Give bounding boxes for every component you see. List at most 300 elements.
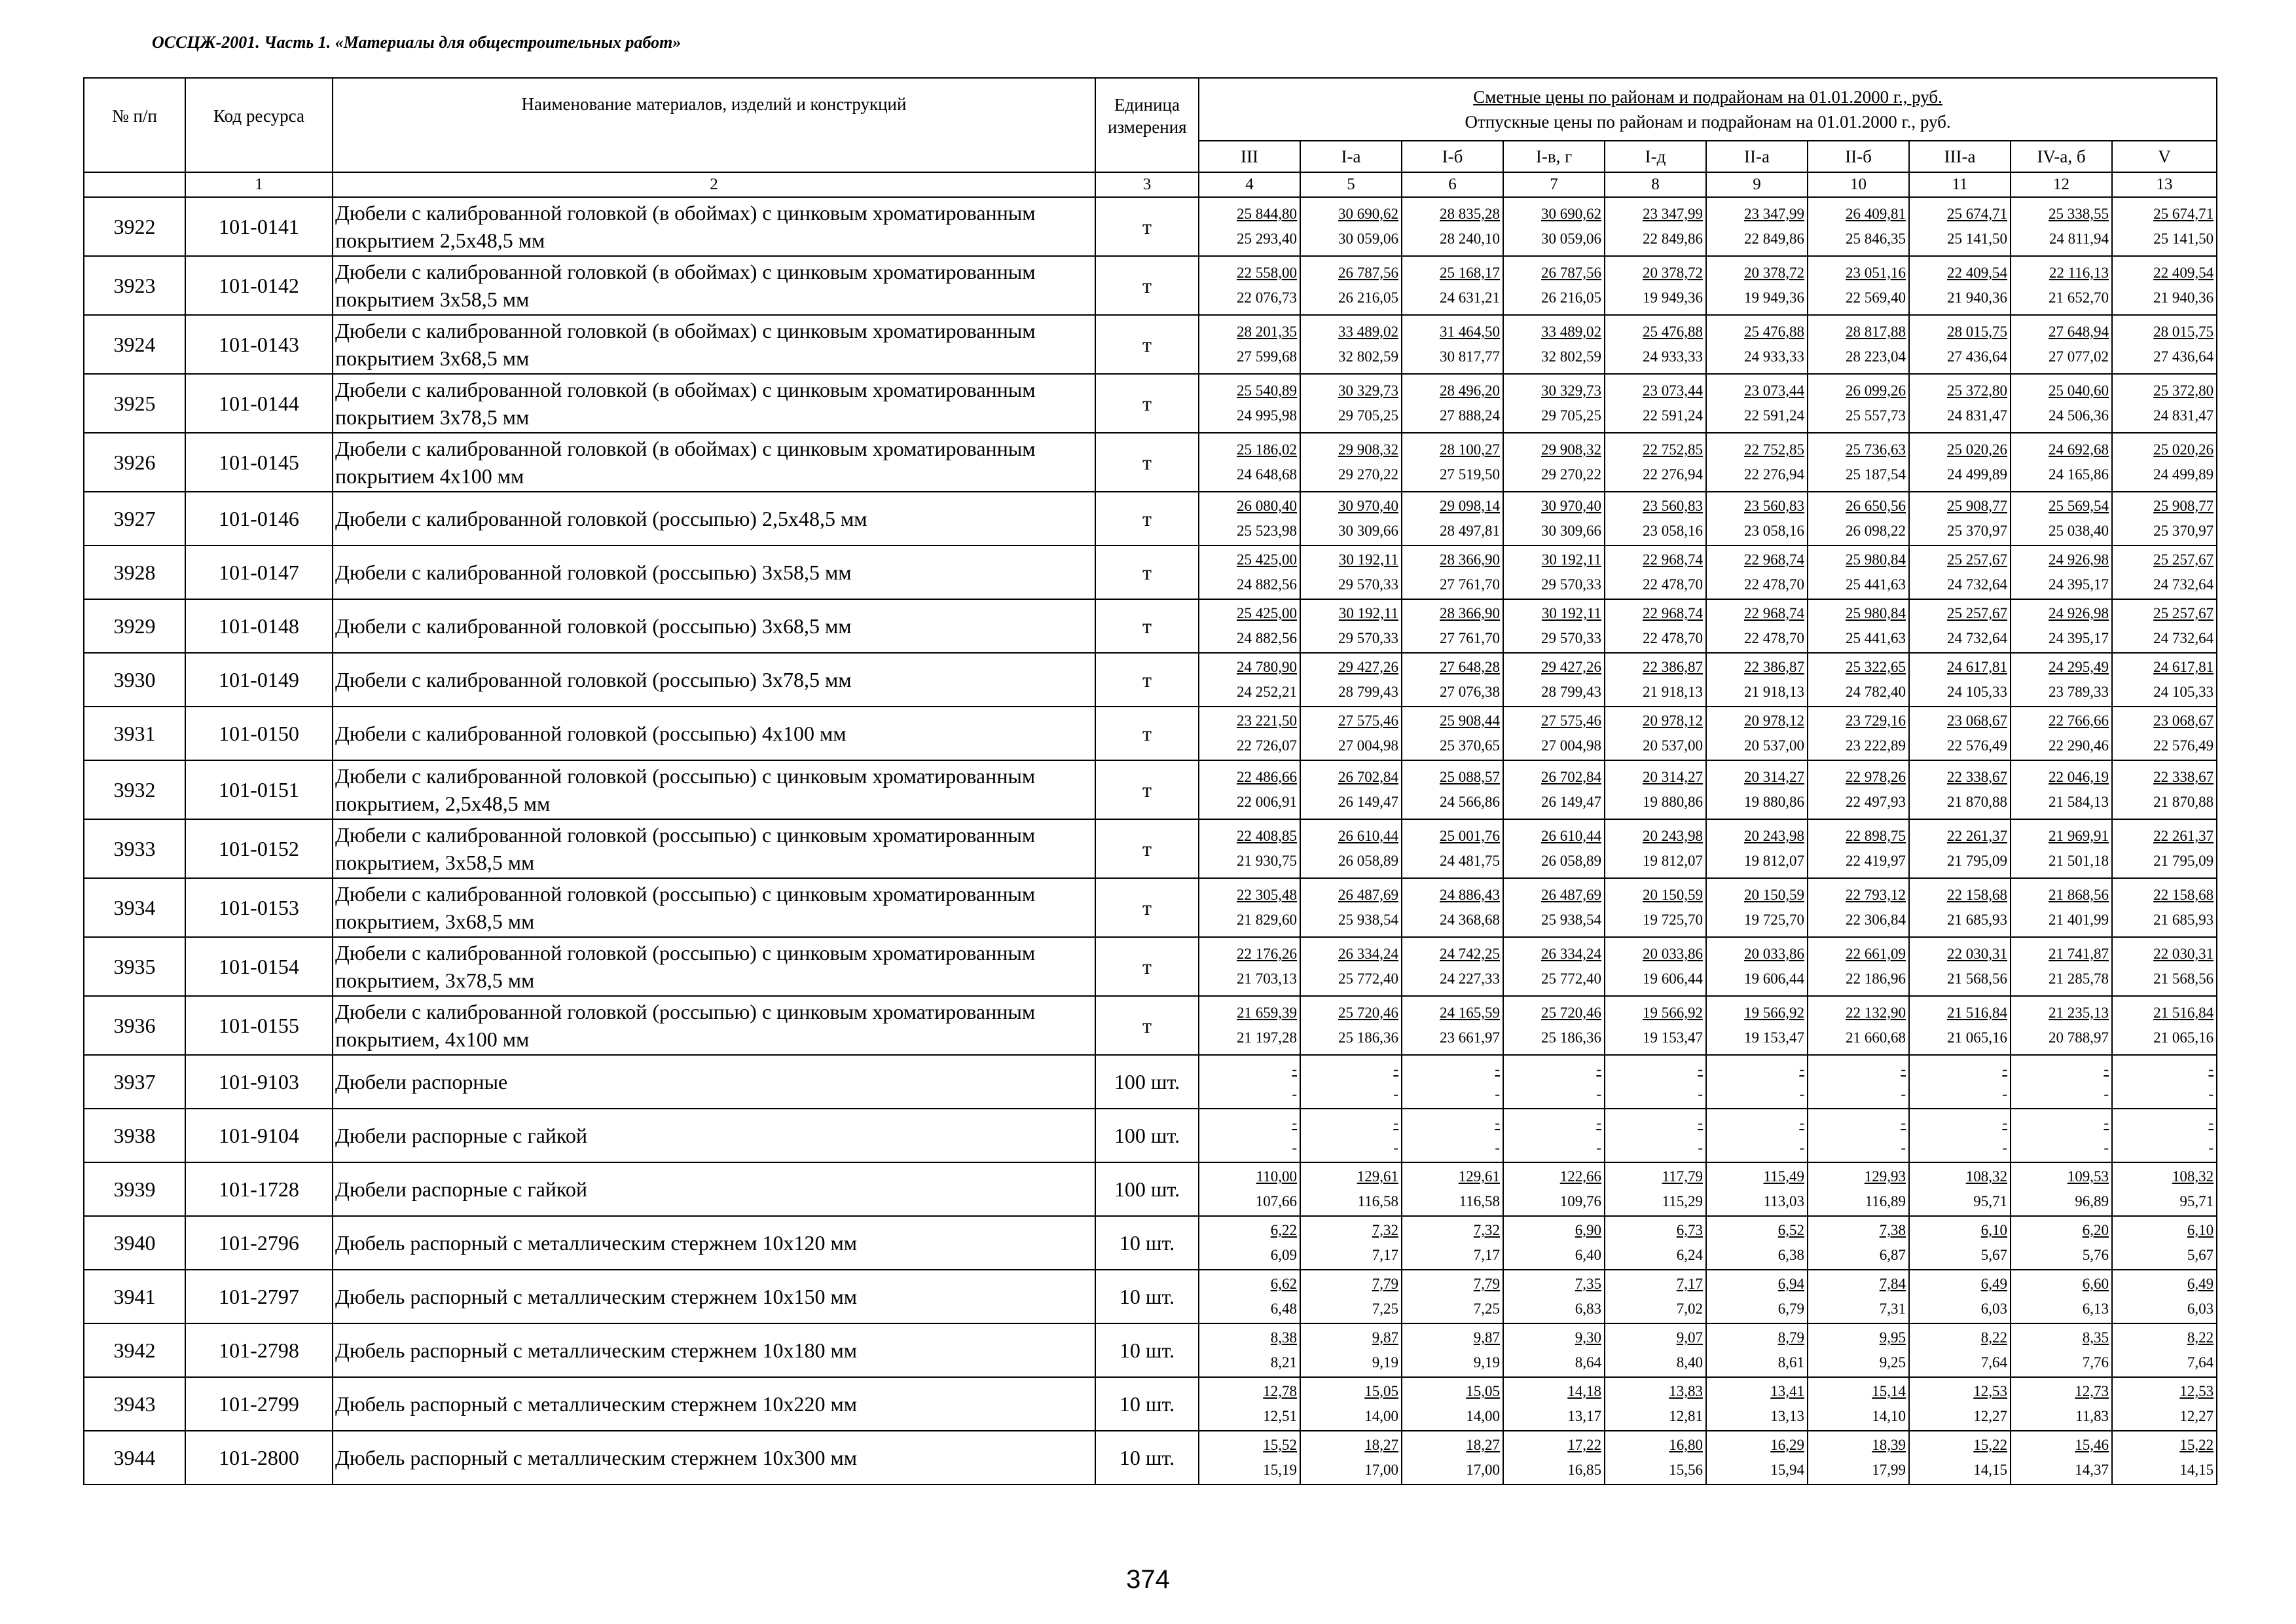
unit-of-measure: 100 шт. <box>1095 1109 1199 1162</box>
resource-code: 101-2796 <box>185 1216 333 1270</box>
estimated-price: 23 073,44 <box>1744 382 1804 399</box>
price-cell <box>1605 1431 1706 1485</box>
resource-code: 101-0142 <box>185 256 333 315</box>
release-price: 24 811,94 <box>2049 231 2109 247</box>
price-cell <box>1199 197 1300 256</box>
release-price: - <box>1799 1139 1804 1156</box>
material-name: Дюбель распорный с металлическим стержнем 10х180 мм <box>333 1323 1095 1377</box>
estimated-price: 23 221,50 <box>1237 712 1297 729</box>
release-price: 21 197,28 <box>1237 1029 1297 1046</box>
release-price: 109,76 <box>1559 1193 1601 1209</box>
estimated-price: 28 835,28 <box>1440 206 1500 222</box>
price-cell <box>1909 315 2011 374</box>
price-cell <box>1605 599 1706 653</box>
release-price: 6,83 <box>1575 1301 1601 1317</box>
header-region: I-д <box>1605 141 1706 172</box>
release-price: 26 149,47 <box>1338 794 1398 810</box>
estimated-price: 30 690,62 <box>1338 206 1398 222</box>
estimated-price: 22 386,87 <box>1744 659 1804 675</box>
price-cell <box>1402 1323 1503 1377</box>
release-price: 115,29 <box>1662 1193 1703 1209</box>
estimated-price: 21 516,84 <box>1947 1005 2007 1021</box>
estimated-price: - <box>2104 1061 2109 1077</box>
material-name: Дюбели с калиброванной головкой (россыпью) с цинковым хроматированным покрытием, 3х78,5 мм <box>333 937 1095 996</box>
price-cell <box>1402 1377 1503 1431</box>
estimated-price: 16,80 <box>1669 1437 1703 1453</box>
estimated-price: 22 968,74 <box>1643 605 1703 621</box>
estimated-price: - <box>1901 1061 1906 1077</box>
price-cell <box>1300 937 1402 996</box>
release-price: - <box>1393 1139 1398 1156</box>
resource-code: 101-2799 <box>185 1377 333 1431</box>
release-price: 7,02 <box>1676 1301 1703 1317</box>
release-price: 30 309,66 <box>1541 523 1601 539</box>
release-price: 24 252,21 <box>1237 684 1297 700</box>
table-row <box>84 653 2217 707</box>
release-price: 14,00 <box>1364 1408 1398 1424</box>
price-cell <box>1402 1216 1503 1270</box>
release-price: 24 165,86 <box>2049 466 2109 483</box>
material-name: Дюбели с калиброванной головкой (в обоймах) с цинковым хроматированным покрытием 3х78,5 мм <box>333 374 1095 433</box>
price-cell <box>1503 545 1605 599</box>
price-cell <box>1503 1270 1605 1323</box>
estimated-price: 22 261,37 <box>1947 828 2007 844</box>
estimated-price: - <box>1596 1061 1601 1077</box>
price-cell <box>1808 937 1909 996</box>
estimated-price: 22 968,74 <box>1744 605 1804 621</box>
release-price: 21 065,16 <box>1947 1029 2007 1046</box>
release-price: - <box>1901 1086 1906 1102</box>
release-price: 25 370,97 <box>1947 523 2007 539</box>
price-cell <box>2112 315 2217 374</box>
release-price: 19 880,86 <box>1643 794 1703 810</box>
release-price: 24 732,64 <box>2153 576 2214 593</box>
release-price: 9,19 <box>1473 1354 1500 1371</box>
price-cell <box>1605 760 1706 819</box>
release-price: 24 732,64 <box>1947 630 2007 646</box>
material-name: Дюбели с калиброванной головкой (россыпью) 4х100 мм <box>333 707 1095 760</box>
price-cell <box>1503 1109 1605 1162</box>
row-number: 3926 <box>84 433 185 492</box>
estimated-price: 6,22 <box>1270 1222 1297 1238</box>
release-price: 19 725,70 <box>1744 912 1804 928</box>
price-cell <box>1706 937 1808 996</box>
material-name: Дюбели с калиброванной головкой (в обоймах) с цинковым хроматированным покрытием 2,5х48,5 мм <box>333 197 1095 256</box>
estimated-price: 23 068,67 <box>1947 712 2007 729</box>
table-row <box>84 707 2217 760</box>
estimated-price: - <box>1292 1115 1297 1131</box>
release-price: 29 570,33 <box>1338 630 1398 646</box>
release-price: 24 831,47 <box>2153 407 2214 424</box>
price-cell <box>1300 256 1402 315</box>
price-cell <box>2112 256 2217 315</box>
release-price: 8,40 <box>1676 1354 1703 1371</box>
estimated-price: 22 978,26 <box>1846 769 1906 785</box>
estimated-price: 27 648,94 <box>2049 323 2109 340</box>
resource-code: 101-0150 <box>185 707 333 760</box>
column-number: 5 <box>1300 172 1402 197</box>
resource-code: 101-1728 <box>185 1162 333 1216</box>
release-price: 22 186,96 <box>1846 970 1906 987</box>
material-name: Дюбель распорный с металлическим стержнем 10х120 мм <box>333 1216 1095 1270</box>
estimated-price: 8,22 <box>2187 1329 2214 1346</box>
release-price: 5,67 <box>1980 1247 2007 1263</box>
estimated-price: 6,73 <box>1676 1222 1703 1238</box>
estimated-price: 22 793,12 <box>1846 887 1906 903</box>
price-cell <box>1402 819 1503 878</box>
price-cell <box>2011 1377 2112 1431</box>
estimated-price: 24 780,90 <box>1237 659 1297 675</box>
price-cell <box>1300 819 1402 878</box>
estimated-price: 6,62 <box>1270 1276 1297 1292</box>
estimated-price: 129,61 <box>1357 1168 1398 1185</box>
estimated-price: 25 476,88 <box>1744 323 1804 340</box>
price-cell <box>1300 1323 1402 1377</box>
release-price: 26 098,22 <box>1846 523 1906 539</box>
estimated-price: 20 243,98 <box>1643 828 1703 844</box>
release-price: 20 788,97 <box>2049 1029 2109 1046</box>
unit-of-measure: т <box>1095 256 1199 315</box>
price-cell <box>1808 374 1909 433</box>
unit-of-measure: т <box>1095 707 1199 760</box>
estimated-price: 26 610,44 <box>1541 828 1601 844</box>
price-cell <box>1808 1162 1909 1216</box>
release-price: 24 506,36 <box>2049 407 2109 424</box>
estimated-price: 25 372,80 <box>2153 382 2214 399</box>
price-cell <box>2112 1162 2217 1216</box>
price-cell <box>1503 878 1605 937</box>
estimated-price: 12,53 <box>2179 1383 2214 1399</box>
release-price: 29 570,33 <box>1338 576 1398 593</box>
release-price: 27 519,50 <box>1440 466 1500 483</box>
header-region: I-а <box>1300 141 1402 172</box>
price-cell <box>1402 315 1503 374</box>
estimated-price: - <box>1495 1115 1500 1131</box>
release-price: 21 065,16 <box>2153 1029 2214 1046</box>
estimated-price: 108,32 <box>2172 1168 2214 1185</box>
estimated-price: 26 487,69 <box>1338 887 1398 903</box>
price-cell <box>1402 374 1503 433</box>
price-cell <box>1909 197 2011 256</box>
price-cell <box>1300 599 1402 653</box>
release-price: 23 789,33 <box>2049 684 2109 700</box>
release-price: 21 584,13 <box>2049 794 2109 810</box>
price-cell <box>1605 545 1706 599</box>
resource-code: 101-0152 <box>185 819 333 878</box>
price-cell <box>1199 819 1300 878</box>
table-row <box>84 197 2217 256</box>
estimated-price: 25 257,67 <box>1947 551 2007 568</box>
price-cell <box>1402 707 1503 760</box>
release-price: 21 652,70 <box>2049 289 2109 306</box>
estimated-price: 23 347,99 <box>1744 206 1804 222</box>
estimated-price: 26 702,84 <box>1338 769 1398 785</box>
price-cell <box>1402 545 1503 599</box>
estimated-price: - <box>2208 1115 2214 1131</box>
price-cell <box>1300 760 1402 819</box>
release-price: 22 569,40 <box>1846 289 1906 306</box>
table-row <box>84 545 2217 599</box>
release-price: 28 799,43 <box>1541 684 1601 700</box>
table-row <box>84 996 2217 1055</box>
estimated-price: 18,27 <box>1466 1437 1500 1453</box>
header-code: Код ресурса <box>185 78 333 172</box>
unit-of-measure: т <box>1095 996 1199 1055</box>
release-price: 22 290,46 <box>2049 737 2109 754</box>
release-price: 19 949,36 <box>1643 289 1703 306</box>
estimated-price: 25 001,76 <box>1440 828 1500 844</box>
column-number: 10 <box>1808 172 1909 197</box>
row-number: 3939 <box>84 1162 185 1216</box>
estimated-price: 22 968,74 <box>1643 551 1703 568</box>
estimated-price: - <box>1698 1115 1703 1131</box>
price-cell <box>1300 315 1402 374</box>
estimated-price: 25 168,17 <box>1440 265 1500 281</box>
price-cell <box>1808 1270 1909 1323</box>
release-price: 15,19 <box>1263 1462 1297 1478</box>
release-price: 24 933,33 <box>1744 348 1804 365</box>
table-row <box>84 937 2217 996</box>
estimated-price: - <box>2104 1115 2109 1131</box>
release-price: 21 401,99 <box>2049 912 2109 928</box>
row-number: 3927 <box>84 492 185 545</box>
estimated-price: - <box>1799 1061 1804 1077</box>
release-price: 22 849,86 <box>1744 231 1804 247</box>
column-number: 4 <box>1199 172 1300 197</box>
release-price: 21 930,75 <box>1237 853 1297 869</box>
price-cell <box>1909 1323 2011 1377</box>
estimated-price: 28 496,20 <box>1440 382 1500 399</box>
estimated-price: 23 073,44 <box>1643 382 1703 399</box>
price-cell <box>1706 374 1808 433</box>
release-price: - <box>1393 1086 1398 1102</box>
release-price: 21 501,18 <box>2049 853 2109 869</box>
estimated-price: 28 201,35 <box>1237 323 1297 340</box>
release-price: 22 576,49 <box>1947 737 2007 754</box>
table-row <box>84 433 2217 492</box>
price-cell <box>1706 197 1808 256</box>
release-price: 25 441,63 <box>1846 576 1906 593</box>
unit-of-measure: 10 шт. <box>1095 1377 1199 1431</box>
release-price: - <box>2002 1086 2007 1102</box>
release-price: 23 222,89 <box>1846 737 1906 754</box>
price-cell <box>1300 374 1402 433</box>
estimated-price: 22 752,85 <box>1643 441 1703 458</box>
price-cell <box>2011 492 2112 545</box>
price-cell <box>1300 545 1402 599</box>
price-cell <box>2112 599 2217 653</box>
header-region: I-б <box>1402 141 1503 172</box>
release-price: 28 240,10 <box>1440 231 1500 247</box>
price-cell <box>2112 545 2217 599</box>
release-price: 19 153,47 <box>1643 1029 1703 1046</box>
release-price: 19 812,07 <box>1643 853 1703 869</box>
release-price: - <box>1596 1139 1601 1156</box>
price-cell <box>1605 1270 1706 1323</box>
material-name: Дюбели распорные с гайкой <box>333 1162 1095 1216</box>
estimated-price: 20 033,86 <box>1744 946 1804 962</box>
estimated-price: 23 560,83 <box>1744 498 1804 514</box>
estimated-price: 29 908,32 <box>1338 441 1398 458</box>
release-price: 25 187,54 <box>1846 466 1906 483</box>
release-price: - <box>2002 1139 2007 1156</box>
price-cell <box>1199 492 1300 545</box>
estimated-price: 8,35 <box>2082 1329 2109 1346</box>
price-cell <box>2011 256 2112 315</box>
release-price: 6,79 <box>1777 1301 1804 1317</box>
release-price: 19 606,44 <box>1643 970 1703 987</box>
estimated-price: 15,05 <box>1466 1383 1500 1399</box>
release-price: 21 660,68 <box>1846 1029 1906 1046</box>
row-number: 3933 <box>84 819 185 878</box>
price-cell <box>1503 599 1605 653</box>
column-number-empty <box>84 172 185 197</box>
estimated-price: 7,38 <box>1879 1222 1906 1238</box>
price-cell <box>1503 374 1605 433</box>
price-cell <box>2112 819 2217 878</box>
estimated-price: 6,60 <box>2082 1276 2109 1292</box>
estimated-price: 25 720,46 <box>1338 1005 1398 1021</box>
estimated-price: 30 192,11 <box>1541 551 1601 568</box>
estimated-price: 28 015,75 <box>1947 323 2007 340</box>
estimated-price: 30 192,11 <box>1541 605 1601 621</box>
estimated-price: 20 978,12 <box>1744 712 1804 729</box>
release-price: 24 105,33 <box>2153 684 2214 700</box>
price-cell <box>1808 1055 1909 1109</box>
price-cell <box>1706 653 1808 707</box>
price-cell <box>1706 599 1808 653</box>
release-price: 95,71 <box>2179 1193 2214 1209</box>
price-cell <box>1300 1377 1402 1431</box>
estimated-price: 21 235,13 <box>2049 1005 2109 1021</box>
release-price: 27 004,98 <box>1338 737 1398 754</box>
price-cell <box>1402 433 1503 492</box>
unit-of-measure: т <box>1095 653 1199 707</box>
release-price: 25 938,54 <box>1541 912 1601 928</box>
price-cell <box>1605 878 1706 937</box>
price-cell <box>1605 1109 1706 1162</box>
release-price: 24 732,64 <box>2153 630 2214 646</box>
price-cell <box>1808 256 1909 315</box>
estimated-price: 12,78 <box>1263 1383 1297 1399</box>
release-price: - <box>1596 1086 1601 1102</box>
release-price: 6,03 <box>2187 1301 2214 1317</box>
release-price: 25 441,63 <box>1846 630 1906 646</box>
release-price: 107,66 <box>1255 1193 1297 1209</box>
price-cell <box>1199 1055 1300 1109</box>
estimated-price: 12,73 <box>2075 1383 2109 1399</box>
estimated-price: 15,52 <box>1263 1437 1297 1453</box>
price-cell <box>2011 374 2112 433</box>
release-price: 11,83 <box>2075 1408 2109 1424</box>
release-price: 24 631,21 <box>1440 289 1500 306</box>
unit-of-measure: т <box>1095 599 1199 653</box>
price-cell <box>2112 937 2217 996</box>
release-price: 19 949,36 <box>1744 289 1804 306</box>
estimated-price: - <box>1698 1061 1703 1077</box>
release-price: 22 276,94 <box>1744 466 1804 483</box>
table-row <box>84 492 2217 545</box>
estimated-price: 108,32 <box>1965 1168 2007 1185</box>
price-cell <box>1706 492 1808 545</box>
release-price: 15,94 <box>1770 1462 1804 1478</box>
release-price: 14,10 <box>1872 1408 1906 1424</box>
price-cell <box>1706 1109 1808 1162</box>
row-number: 3934 <box>84 878 185 937</box>
price-cell <box>1402 492 1503 545</box>
material-name: Дюбели с калиброванной головкой (в обоймах) с цинковым хроматированным покрытием 3х58,5 мм <box>333 256 1095 315</box>
unit-of-measure: 100 шт. <box>1095 1055 1199 1109</box>
price-cell <box>1503 315 1605 374</box>
release-price: 22 076,73 <box>1237 289 1297 306</box>
release-price: 25 293,40 <box>1237 231 1297 247</box>
estimated-price: 26 099,26 <box>1846 382 1906 399</box>
estimated-price: - <box>2208 1061 2214 1077</box>
estimated-price: 6,20 <box>2082 1222 2109 1238</box>
price-cell <box>2011 1216 2112 1270</box>
price-cell <box>1300 1055 1402 1109</box>
release-price: 9,19 <box>1372 1354 1398 1371</box>
price-cell <box>1909 996 2011 1055</box>
estimated-price: 30 970,40 <box>1338 498 1398 514</box>
estimated-price: 7,35 <box>1575 1276 1601 1292</box>
resource-code: 101-2798 <box>185 1323 333 1377</box>
price-cell <box>1402 996 1503 1055</box>
release-price: 6,40 <box>1575 1247 1601 1263</box>
release-price: 13,17 <box>1567 1408 1601 1424</box>
release-price: 6,38 <box>1777 1247 1804 1263</box>
release-price: 14,15 <box>1973 1462 2007 1478</box>
release-price: - <box>1292 1139 1297 1156</box>
price-cell <box>2011 1162 2112 1216</box>
material-name: Дюбели с калиброванной головкой (в обоймах) с цинковым хроматированным покрытием 4х100 мм <box>333 433 1095 492</box>
header-region: III <box>1199 141 1300 172</box>
price-cell <box>1909 878 2011 937</box>
estimated-price: 129,93 <box>1864 1168 1906 1185</box>
estimated-price: - <box>1393 1061 1398 1077</box>
release-price: 21 703,13 <box>1237 970 1297 987</box>
estimated-price: 22 176,26 <box>1237 946 1297 962</box>
release-price: 19 812,07 <box>1744 853 1804 869</box>
price-cell <box>2011 653 2112 707</box>
release-price: 24 882,56 <box>1237 576 1297 593</box>
release-price: 19 153,47 <box>1744 1029 1804 1046</box>
material-name: Дюбели с калиброванной головкой (россыпью) с цинковым хроматированным покрытием, 3х58,5 мм <box>333 819 1095 878</box>
release-price: 25 370,97 <box>2153 523 2214 539</box>
estimated-price: 9,95 <box>1879 1329 1906 1346</box>
estimated-price: 129,61 <box>1458 1168 1500 1185</box>
estimated-price: - <box>2002 1061 2007 1077</box>
estimated-price: 7,84 <box>1879 1276 1906 1292</box>
release-price: 15,56 <box>1669 1462 1703 1478</box>
release-price: 27 888,24 <box>1440 407 1500 424</box>
release-price: - <box>1901 1139 1906 1156</box>
release-price: 24 732,64 <box>1947 576 2007 593</box>
estimated-price: 22 338,67 <box>2153 769 2214 785</box>
resource-code: 101-9103 <box>185 1055 333 1109</box>
price-cell <box>1808 315 1909 374</box>
price-table <box>83 77 2217 1485</box>
price-cell <box>2112 1431 2217 1485</box>
estimated-price: 8,22 <box>1980 1329 2007 1346</box>
estimated-price: 25 257,67 <box>2153 605 2214 621</box>
column-number: 13 <box>2112 172 2217 197</box>
column-number: 11 <box>1909 172 2011 197</box>
release-price: - <box>2208 1086 2214 1102</box>
material-name: Дюбели с калиброванной головкой (россыпью) с цинковым хроматированным покрытием, 2,5х48,5 мм <box>333 760 1095 819</box>
estimated-price: 20 378,72 <box>1744 265 1804 281</box>
release-price: 29 570,33 <box>1541 576 1601 593</box>
